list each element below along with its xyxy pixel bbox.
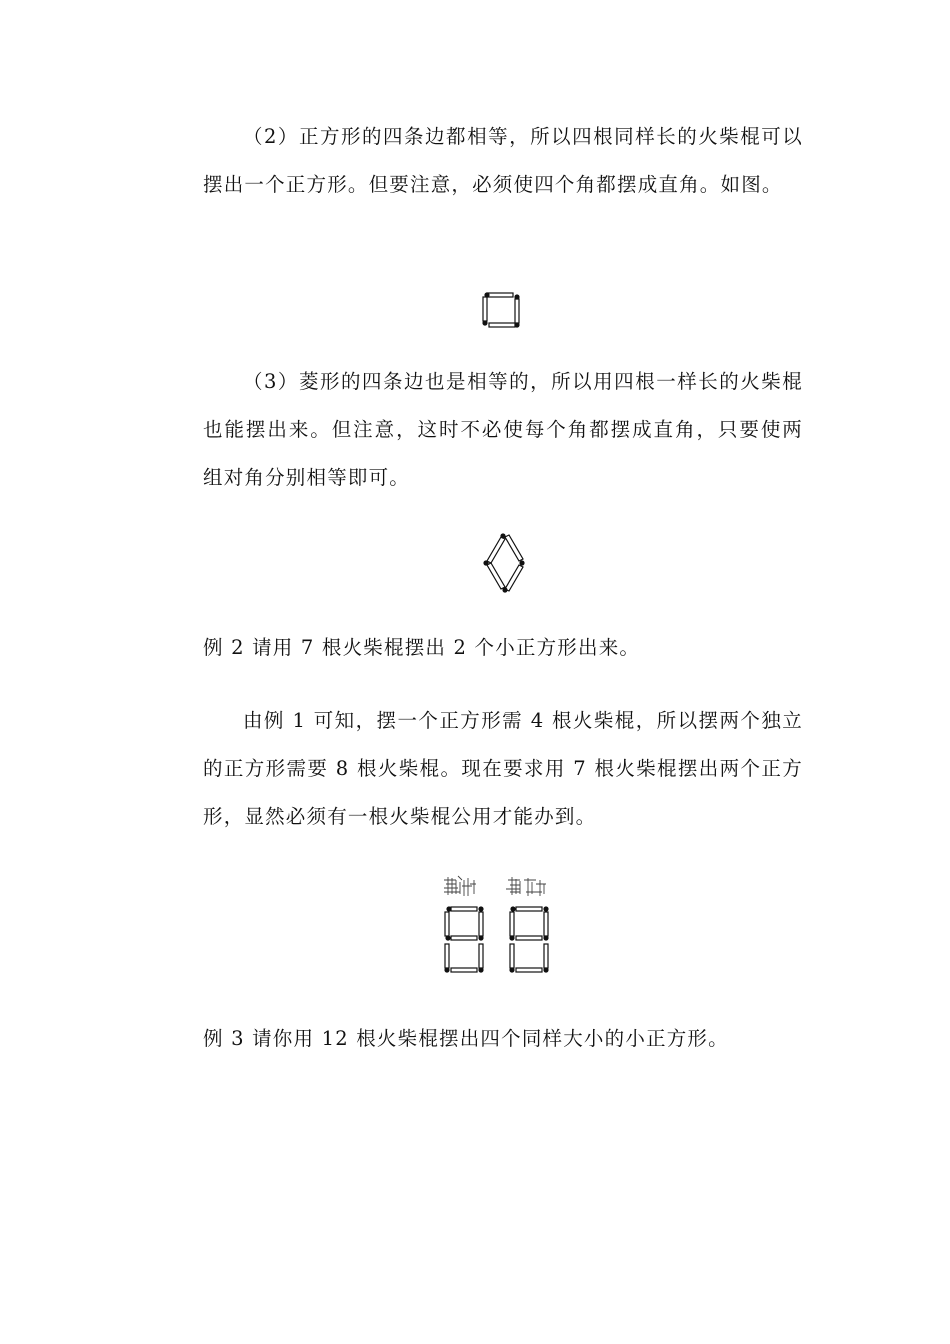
matchstick-rhombus-figure [478,532,528,594]
example-3-question: 例 3 请你用 12 根火柴棍摆出四个同样大小的小正方形。 [203,1027,729,1050]
matchstick-two-squares-figure [440,872,556,980]
paragraph-square: （2）正方形的四条边都相等，所以四根同样长的火柴棍可以摆出一个正方形。但要注意，必须使四个角都摆成直角。如图。 [203,125,803,196]
example-2-explanation: 由例 1 可知，摆一个正方形需 4 根火柴棍，所以摆两个独立的正方形需要 8 根火柴棍。现在要求用 7 根火柴棍摆出两个正方形，显然必须有一根火柴棍公用才能办到。 [203,709,803,828]
paragraph-rhombus: （3）菱形的四条边也是相等的，所以用四根一样长的火柴棍也能摆出来。但注意，这时不必使每个角都摆成直角，只要使两组对角分别相等即可。 [203,370,803,489]
matchstick-square-figure [480,290,522,330]
example-2-question: 例 2 请用 7 根火柴棍摆出 2 个小正方形出来。 [203,636,641,659]
